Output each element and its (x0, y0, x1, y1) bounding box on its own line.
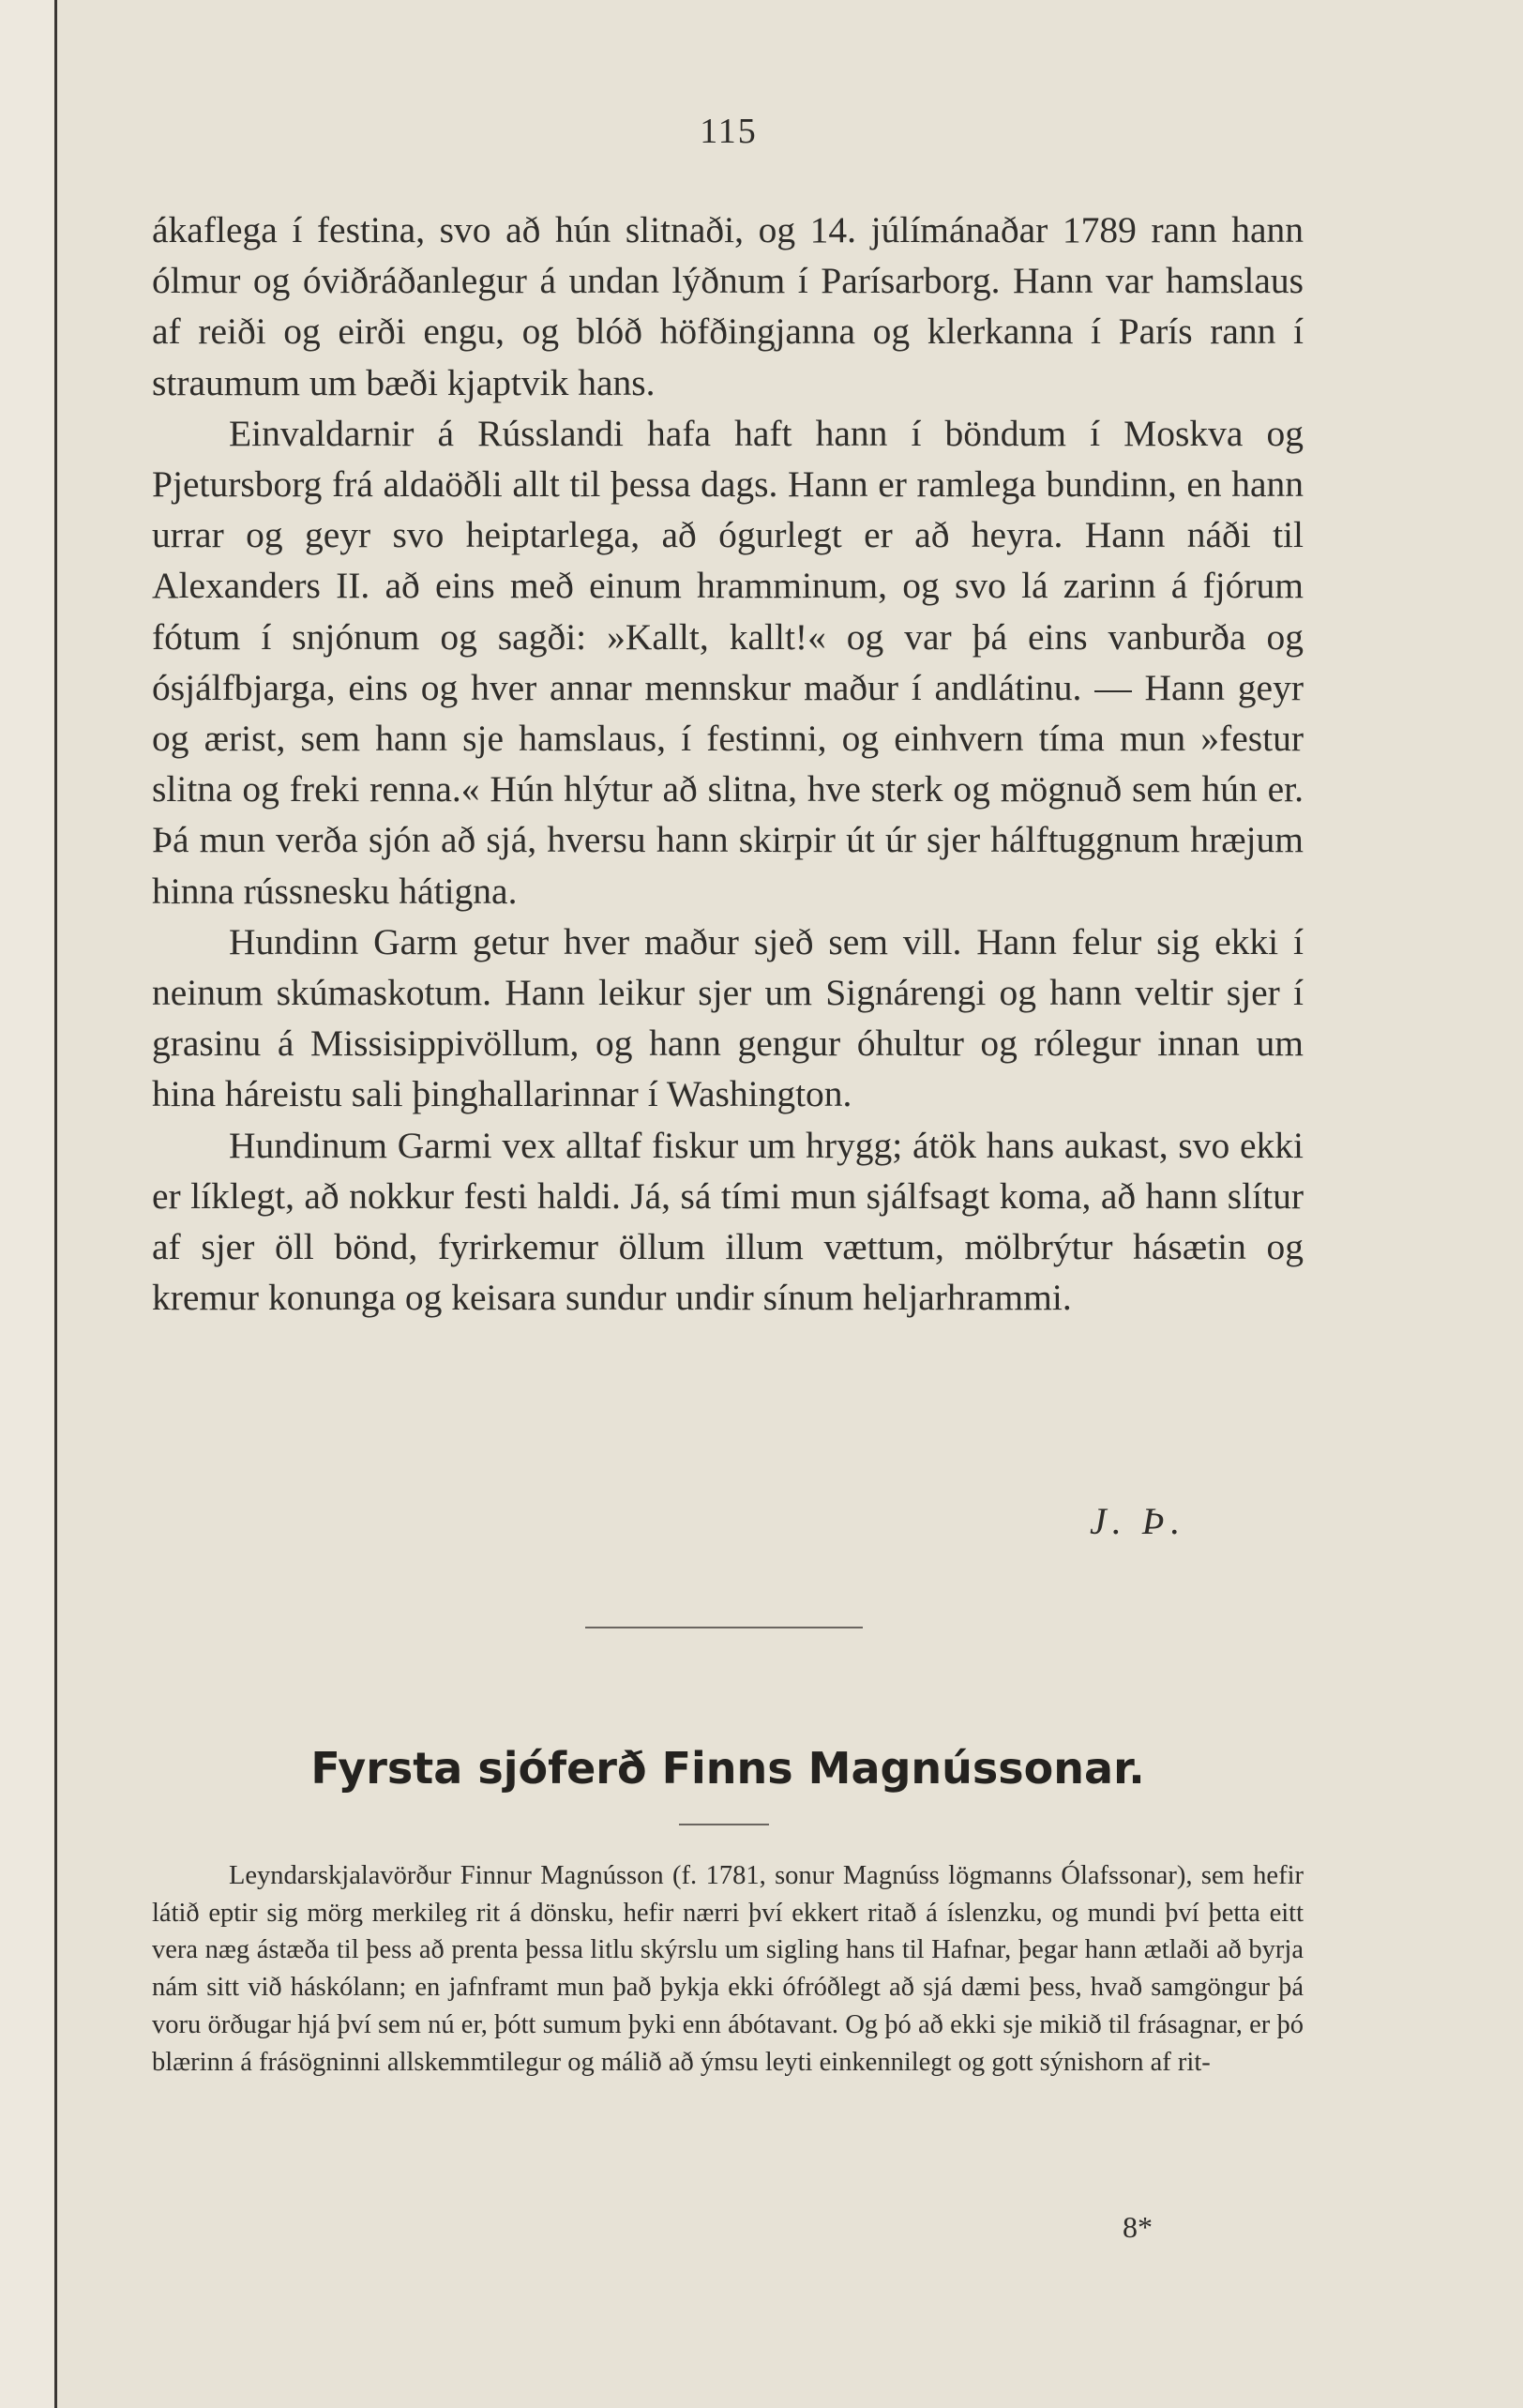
author-signature: J. Þ. (1090, 1500, 1186, 1542)
intro-paragraph: Leyndarskjalavörður Finnur Magnússon (f. 1781, sonur Magnúss lögmanns Ólafssonar), sem hefir látið eptir sig mörg merkileg rit á dönsku, hefir nærri því ekkert ritað á íslenzku, og mundi því þetta eitt vera næg ástæða til þess að prenta þessa litlu skýrslu um sigling hans til Hafnar, þegar hann ætlaði að byrja nám sitt við háskólann; en jafnframt mun það þykja ekki ófróðlegt að sjá dæmi þess, hvað samgöngur þá voru örðugar hjá því sem nú er, þótt sumum þyki enn ábótavant. Og þó að ekki sje mikið til frásagnar, er þó blærinn á frásögninni allskemmtilegur og málið að ýmsu leyti einkennilegt og gott sýnishorn af rit- (152, 1861, 1304, 2077)
paragraph-1: ákaflega í festina, svo að hún slitnaði, og 14. júlímánaðar 1789 rann hann ólmur og óviðráðanlegur á undan lýðnum í Parísarborg. Hann var hamslaus af reiði og eirði engu, og blóð höfðingjanna og klerkanna í París rann í straumum um bæði kjaptvik hans. (152, 209, 1304, 403)
paragraph-4: Hundinum Garmi vex alltaf fiskur um hrygg; átök hans aukast, svo ekki er líklegt, að nokkur festi haldi. Já, sá tími mun sjálfsagt koma, að hann slítur af sjer öll bönd, fyrirkemur öllum illum vættum, mölbrýtur hásætin og kremur konunga og keisara sundur undir sínum heljarhrammi. (152, 1124, 1304, 1319)
section-title: Fyrsta sjóferð Finns Magnússonar. (310, 1743, 1145, 1794)
paragraph-3: Hundinn Garm getur hver maður sjeð sem vill. Hann felur sig ekki í neinum skúmaskotum. Hann leikur sjer um Signárengi og hann veltir sjer í grasinu á Missisippivöllum, og hann gengur óhultur og rólegur innan um hina háreistu sali þinghallarinnar í Washington. (152, 920, 1304, 1115)
article-body (152, 204, 1304, 1323)
paragraph-2: Einvaldarnir á Rússlandi hafa haft hann í böndum í Moskva og Pjetursborg frá aldaöðli allt til þessa dags. Hann er ramlega bundinn, en hann urrar og geyr svo heiptarlega, að ógurlegt er að heyra. Hann náði til Alexanders II. að eins með einum hramminum, og svo lá zarinn á fjórum fótum í snjónum og sagði: »Kallt, kallt!« og var þá eins vanburða og ósjálfbjarga, eins og hver annar mennskur maður í andlátinu. — Hann geyr og ærist, sem hann sje hamslaus, í festinni, og einhvern tíma mun »festur slitna og freki renna.« Hún hlýtur að slitna, hve sterk og mögnuð sem hún er. Þá mun verða sjón að sjá, hversu hann skirpir út úr sjer hálftuggnum hræjum hinna rússnesku hátigna. (152, 412, 1304, 912)
page-binding-edge (0, 0, 57, 2408)
book-page (152, 111, 1304, 2362)
section-divider (585, 1627, 863, 1628)
page-number: 115 (700, 112, 758, 151)
title-underline (679, 1824, 769, 1825)
printer-signature-mark: 8* (1123, 2210, 1153, 2244)
article-intro (152, 1857, 1304, 2081)
